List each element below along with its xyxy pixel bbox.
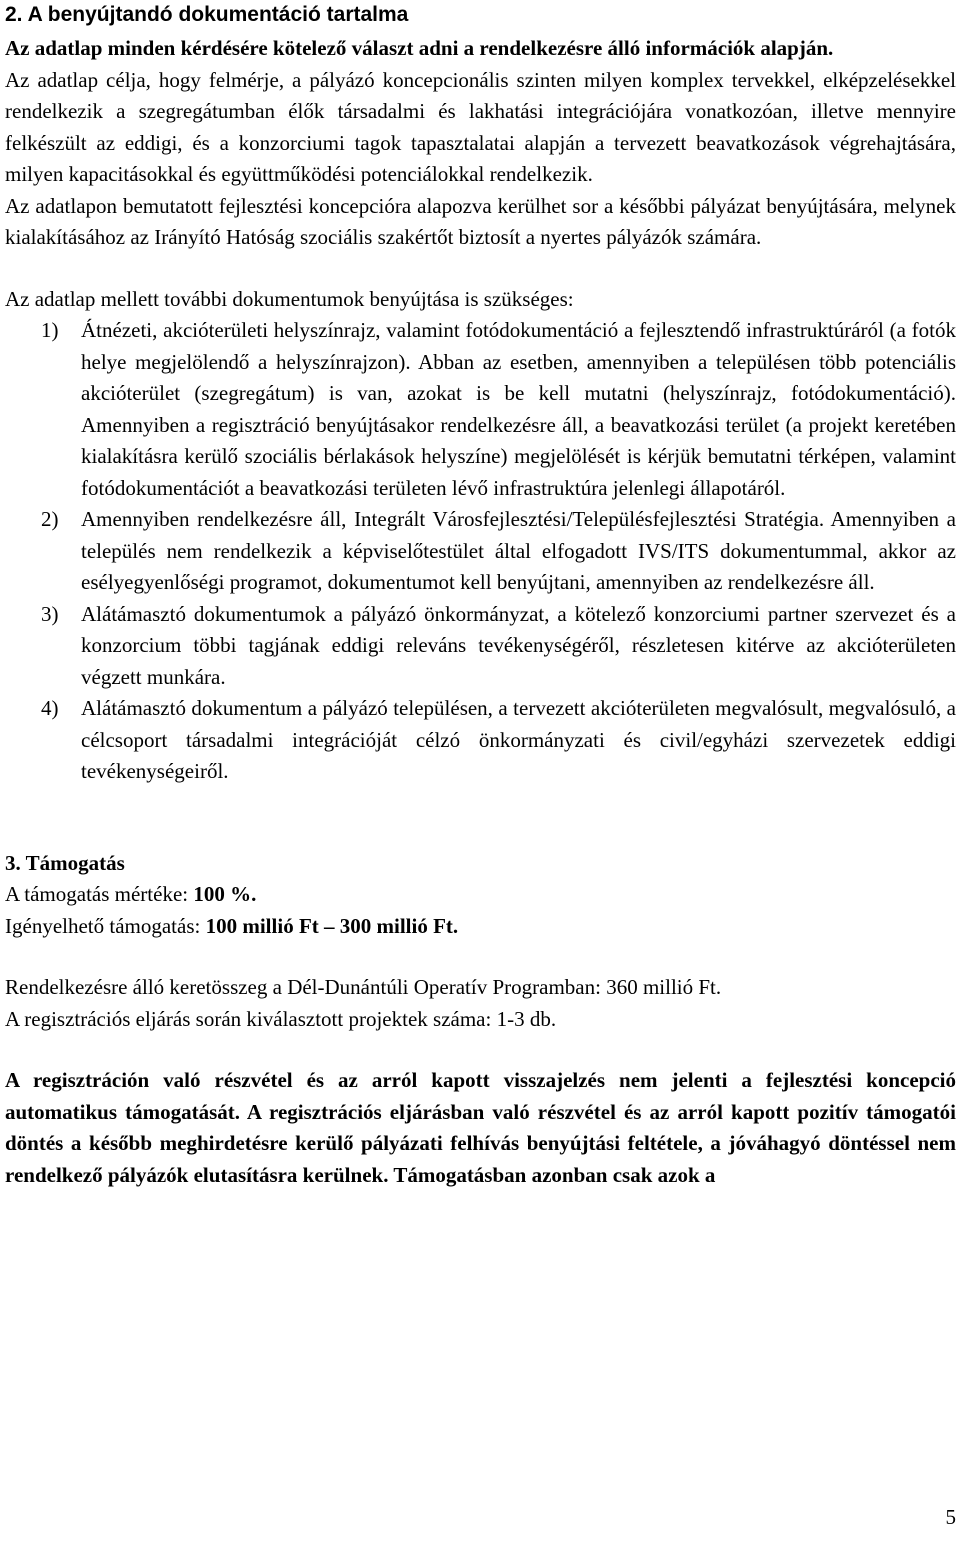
list-item-number: 4)	[41, 696, 59, 720]
page-number: 5	[945, 1505, 956, 1529]
list-item	[5, 315, 956, 504]
list-item	[5, 599, 956, 694]
section-2-heading: 2. A benyújtandó dokumentáció tartalma	[5, 3, 409, 26]
list-item-text: Amennyiben rendelkezésre áll, Integrált Városfejlesztési/Településfejlesztési Stratégia. Amennyiben a település nem rendelkezik a képviselőtestület által elfogadott IVS/ITS dokumentummal, akkor az esélyegyenlőségi programot, dokumentumot kell benyújtani, amennyiben az rendelkezésre áll.	[81, 507, 956, 594]
spacer	[5, 788, 956, 848]
spacer	[5, 254, 956, 284]
spacer	[5, 1035, 956, 1065]
purpose-paragraph: Az adatlap célja, hogy felmérje, a pályázó koncepcionális szinten milyen komplex tervekkel, elképzelésekkel rendelkezik a szegregátumban élők társadalmi és lakhatási integrációjára vonatkozóan, illetve mennyire felkészült az eddigi, és a konzorciumi tagok tapasztalatai alapján a tervezett beavatkozások végrehajtására, milyen kapacitásokkal és együttműködési potenciálokkal rendelkezik.	[5, 67, 956, 186]
list-item-number: 1)	[41, 318, 59, 342]
list-item-text: Alátámasztó dokumentum a pályázó településen, a tervezett akcióterületen megvalósult, megvalósuló, a célcsoport társadalmi integrációját célzó önkormányzati és civil/egyházi szervezetek eddigi tevékenységeiről.	[81, 696, 956, 783]
support-rate-line	[5, 879, 956, 911]
list-item-number: 3)	[41, 601, 59, 626]
support-amount-value: 100 millió Ft – 300 millió Ft.	[205, 913, 459, 938]
support-amount-line	[5, 911, 956, 943]
support-rate-label: A támogatás mértéke:	[5, 882, 194, 906]
projects-count-line: A regisztrációs eljárás során kiválasztott projektek száma: 1-3 db.	[5, 1006, 557, 1031]
documents-intro: Az adatlap mellett további dokumentumok benyújtása is szükséges:	[5, 286, 574, 311]
document-page	[5, 0, 956, 1191]
intro-bold-paragraph: Az adatlap minden kérdésére kötelező választ adni a rendelkezésre álló információk alapján.	[5, 36, 834, 60]
section-3-heading: 3. Támogatás	[5, 850, 125, 875]
budget-line: Rendelkezésre álló keretösszeg a Dél-Dunántúli Operatív Programban: 360 millió Ft.	[5, 975, 722, 999]
list-item	[5, 693, 956, 788]
list-item-number: 2)	[41, 507, 59, 531]
required-documents-list	[5, 315, 956, 788]
list-item-text: Alátámasztó dokumentumok a pályázó önkormányzat, a kötelező konzorciumi partner szervezet és a konzorcium többi tagjának eddigi releváns tevékenységéről, részletesen kitérve az akcióterületen végzett munkára.	[81, 601, 956, 689]
notice-bold-paragraph: A regisztráción való részvétel és az arról kapott visszajelzés nem jelenti a fejlesztési koncepció automatikus támogatását. A regisztrációs eljárásban való részvétel és az arról kapott pozitív támogatói döntés a később meghirdetésre kerülő pályázati felhívás benyújtási feltétele, a jóváhagyó döntéssel nem rendelkező pályázók elutasításra kerülnek. Támogatásban azonban csak azok a	[5, 1068, 956, 1187]
support-amount-label: Igényelhető támogatás:	[5, 913, 206, 938]
support-rate-value: 100 %.	[193, 882, 257, 906]
list-item-text: Átnézeti, akcióterületi helyszínrajz, valamint fotódokumentáció a fejlesztendő infrastruktúráról (a fotók helye megjelölendő a helyszínrajzon). Abban az esetben, amennyiben a településen több potenciális akcióterület (szegregátum) is van, azokat is be kell mutatni (helyszínrajz, fotódokumentáció). Amennyiben a regisztráció benyújtásakor rendelkezésre áll, a beavatkozási terület (a projekt keretében kialakításra kerülő szociális bérlakások helyszíne) megjelölését is kérjük bemutatni térképen, valamint fotódokumentációt a beavatkozási területen lévő infrastruktúra jelenlegi állapotáról.	[81, 318, 956, 500]
list-item	[5, 504, 956, 599]
concept-paragraph: Az adatlapon bemutatott fejlesztési koncepcióra alapozva kerülhet sor a későbbi pályázat benyújtására, melynek kialakításához az Irányító Hatóság szociális szakértőt biztosít a nyertes pályázók számára.	[5, 193, 956, 249]
spacer	[5, 942, 956, 972]
